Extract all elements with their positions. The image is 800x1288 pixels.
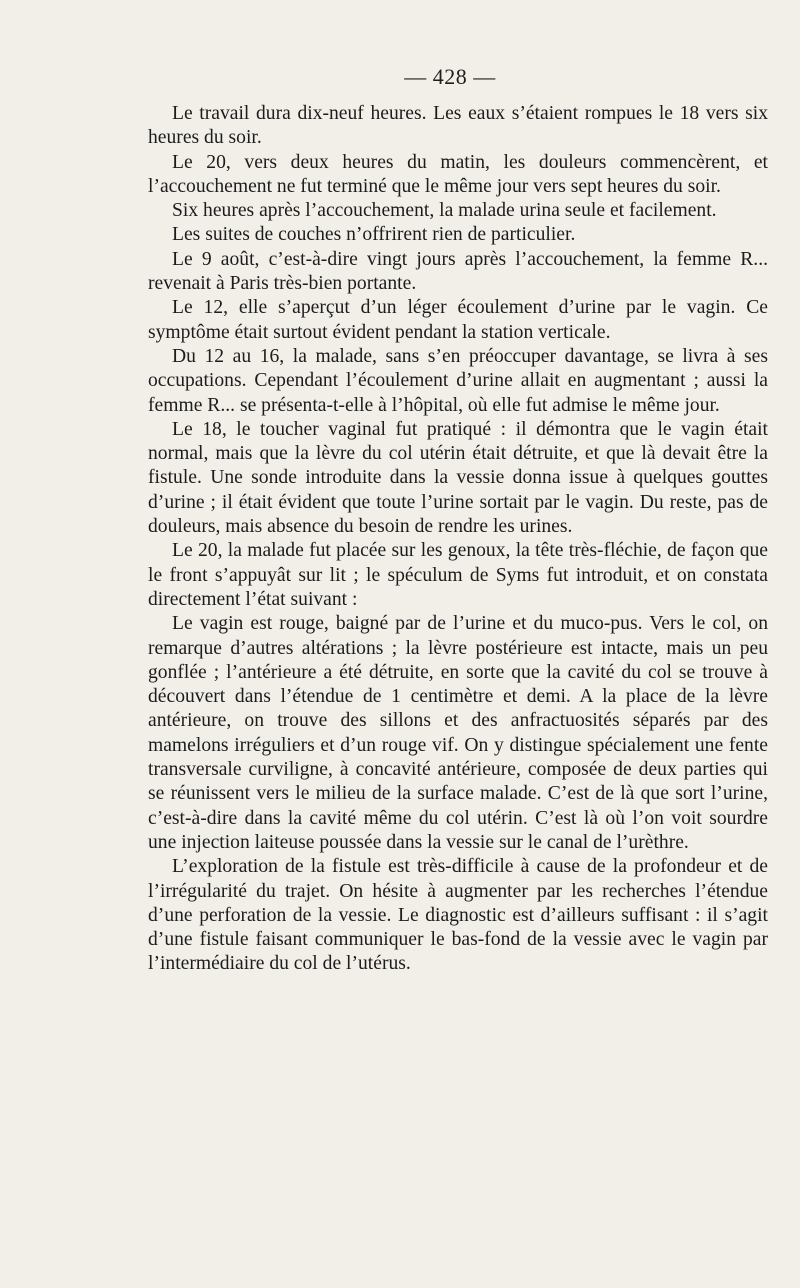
paragraph: Le vagin est rouge, baigné par de l’urine et du muco-pus. Vers le col, on remarque d’autres altérations ; la lèvre postérieure est intacte, mais un peu gonflée ; l’antérieure a été détruite, en sorte que la cavité du col se trouve à découvert dans l’étendue de 1 centimètre et demi. A la place de la lèvre antérieure, on trouve des sillons et des anfractuosités séparés par des mamelons irréguliers et d’un rouge vif. On y distingue spécialement une fente transversale curviligne, à concavité antérieure, composée de deux parties qui se réunissent vers le milieu de la surface malade. C’est de là que sort l’urine, c’est-à-dire dans la cavité même du col utérin. C’est là où l’on voit sourdre une injection laiteuse poussée dans la vessie sur le canal de l’urèthre. — [148, 613, 768, 853]
paragraph: Le 9 août, c’est-à-dire vingt jours après l’accouchement, la femme R... revenait à Paris très-bien portante. — [148, 248, 768, 295]
paragraph: Le 20, vers deux heures du matin, les douleurs commencèrent, et l’accouchement ne fut terminé que le même jour vers sept heures du soir. — [148, 151, 768, 197]
paragraph: Le 20, la malade fut placée sur les genoux, la tête très-fléchie, de façon que le front s’appuyât sur lit ; le spéculum de Syms fut introduit, et on constata directement l’état suivant : — [148, 540, 768, 610]
page-number: — 428 — — [404, 64, 496, 89]
paragraph: Les suites de couches n’offrirent rien de particulier. — [172, 224, 576, 246]
paragraph: Le 12, elle s’aperçut d’un léger écoulement d’urine par le vagin. Ce symptôme était surtout évident pendant la station verticale. — [148, 297, 768, 343]
body-text — [148, 102, 768, 977]
paragraph: Le travail dura dix-neuf heures. Les eaux s’étaient rompues le 18 vers six heures du soir. — [148, 103, 768, 149]
paragraph: Le 18, le toucher vaginal fut pratiqué : il démontra que le vagin était normal, mais que la lèvre du col utérin était détruite, et que là devait être la fistule. Une sonde introduite dans la vessie donna issue à quelques gouttes d’urine ; il était évident que toute l’urine sortait par le vagin. Du reste, pas de douleurs, mais absence du besoin de rendre les urines. — [148, 418, 768, 538]
paragraph: L’exploration de la fistule est très-difficile à cause de la profondeur et de l’irrégularité du trajet. On hésite à augmenter par les recherches l’étendue d’une perforation de la vessie. Le diagnostic est d’ailleurs suffisant : il s’agit d’une fistule faisant communiquer le bas-fond de la vessie avec le vagin par l’intermédiaire du col de l’utérus. — [148, 856, 768, 975]
paragraph: Du 12 au 16, la malade, sans s’en préoccuper davantage, se livra à ses occupations. Cependant l’écoulement d’urine allait en augmentant ; aussi la femme R... se présenta-t-elle à l’hôpital, où elle fut admise le même jour. — [148, 345, 768, 416]
paragraph: Six heures après l’accouchement, la malade urina seule et facilement. — [172, 200, 717, 222]
